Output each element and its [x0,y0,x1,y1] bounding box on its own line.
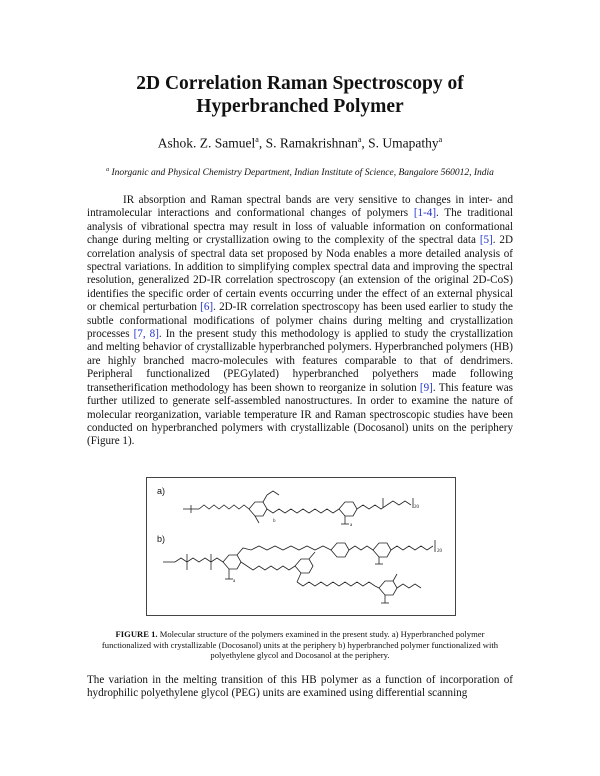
figure-caption-label: FIGURE 1. [115,629,158,639]
citation-link[interactable]: [9] [419,381,433,394]
svg-text:a: a [350,523,353,528]
figure-label-a: a) [157,486,166,496]
citation-link[interactable]: [6] [200,301,214,314]
title-line-2: Hyperbranched Polymer [196,96,404,117]
figure-1-box [146,477,456,616]
abstract-text: . The traditional analysis of vibrational spectra may result in loss of valuable information on conformational change during melting or crystallization owing to the complexity of the spectral data [87,207,513,247]
author-list: Ashok. Z. Samuel$^a$, S. Ramakrishnan$^a$, S. Umapathy$^a$ [157,135,443,151]
structure-b [163,540,443,603]
svg-text:b: b [273,519,276,524]
figure-label-b: b) [157,534,166,544]
abstract-text: IR absorption and Raman spectral bands are very sensitive to changes in inter- and intramolecular interactions and conformational changes of polymers [87,194,513,220]
svg-text:20: 20 [414,505,419,510]
molecular-structure-diagram [147,478,455,615]
author-affil-mark: a [357,135,362,144]
abstract-paragraph [87,194,513,449]
author-affil-mark: a [438,135,443,144]
citation-link[interactable]: [7, 8] [133,328,159,341]
author-affil-mark: a [255,135,259,144]
abstract-text: . 2D-IR correlation spectroscopy has been used earlier to study the subtle conformational modifications of polymer chains during melting and crystallization processes [87,301,513,341]
abstract-text: . 2D correlation analysis of spectral data set proposed by Noda enables a more detailed analysis of spectral variations. In addition to simplifying complex spectral data and improving the spectral resolution, generalized 2D-IR correlation spectroscopy (an extension of the original 2D-CoS) identifies the specific order of certain events occurring under the effect of an external physical or chemical perturbation [87,234,513,314]
abstract-text: . This feature was further utilized to generate self-assembled nanostructures. In order to examine the nature of molecular reorganization, variable temperature IR and Raman spectroscopic studies have been conducted on hyperbranched polymers with crystallizable (Docosanol) units on the periphery (Figure 1). [87,381,513,448]
svg-text:20: 20 [437,549,442,554]
paper-title [0,72,600,118]
structure-a [183,491,420,528]
title-line-1: 2D Correlation Raman Spectroscopy of [136,73,464,94]
author-name: Ashok. Z. Samuel [157,135,256,151]
citation-link[interactable]: [5] [479,234,493,247]
figure-caption [98,629,502,661]
affiliation-text: Inorganic and Physical Chemistry Department, Indian Institute of Science, Bangalore 560012, India [109,168,494,179]
affiliation-mark: a [106,167,110,173]
citation-link[interactable]: [1-4] [413,207,437,220]
svg-text:a: a [233,579,236,584]
abstract-text: . In the present study this methodology is applied to study the crystallization and melting behavior of crystallizable hyperbranched polymers. Hyperbranched polymers (HB) are highly branched macro-molecules with features comparable to that of dendrimers. Peripheral functionalized (PEGylated) hyperbranched polyethers made following transetherification methodology has been shown to reorganize in solution [87,328,513,394]
body-paragraph: The variation in the melting transition of this HB polymer as a function of incorporation of hydrophilic polyethylene glycol (PEG) units are examined using differential scanning [87,674,513,700]
affiliation [0,167,600,178]
author-name: S. Umapathy [368,135,439,151]
author-name: S. Ramakrishnan [265,135,358,151]
figure-caption-text: Molecular structure of the polymers examined in the present study. a) Hyperbranched polymer functionalized with crystallizable (Docosanol) units at the periphery b) hyperbranched polymer functionalized with polyethylene glycol and Docosanol at the periphery. [101,629,499,661]
